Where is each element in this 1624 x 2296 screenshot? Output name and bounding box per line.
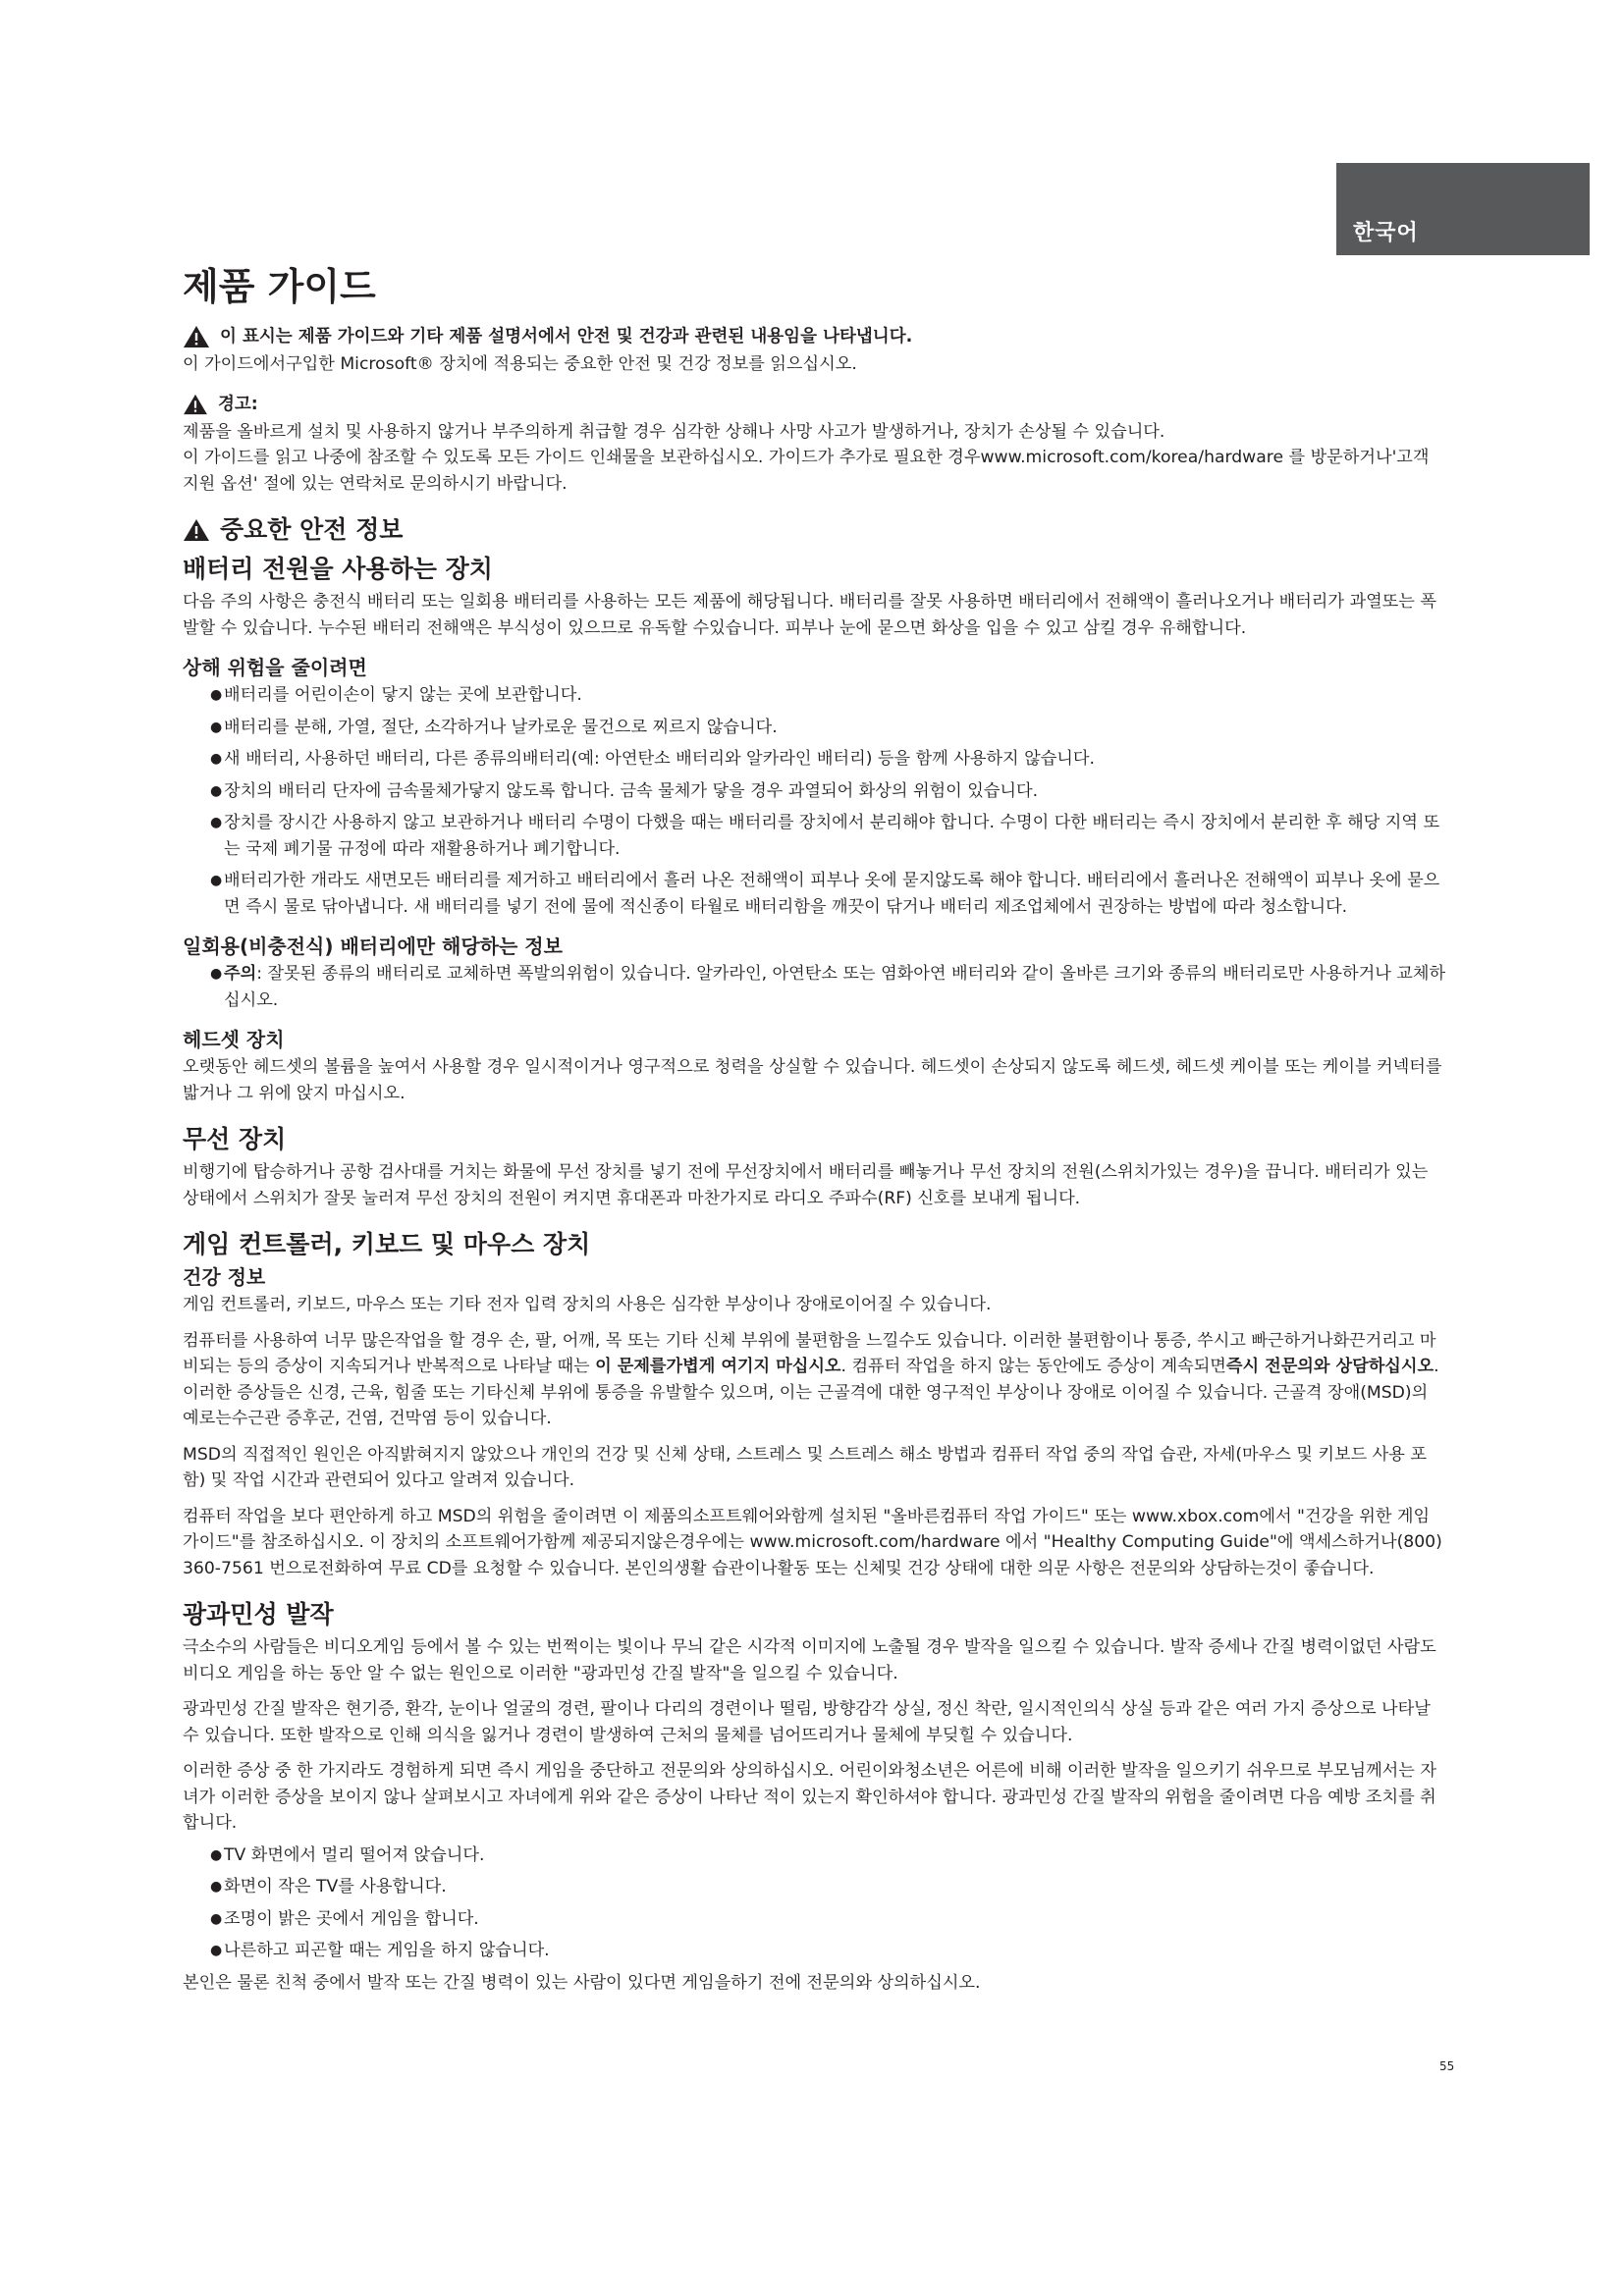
- list-item: ● 새 배터리, 사용하던 배터리, 다른 종류의배터리(예: 아연탄소 배터리와 알카라인 배터리) 등을 함께 사용하지 않습니다.: [183, 746, 1449, 773]
- warning-label: 경고:: [218, 394, 258, 414]
- bullet-icon: ●: [210, 1879, 223, 1895]
- seizure-heading: 광과민성 발작: [183, 1600, 334, 1629]
- seizure-paragraph-2: 광과민성 간질 발작은 현기증, 환각, 눈이나 얼굴의 경련, 팔이나 다리의 경련이나 떨림, 방향감각 상실, 정신 착란, 일시적인의식 상실 등과 같은 여러 가지 증상으로 나타날 수 있습니다. 또한 발작으로 인해 의식을 잃거나 경련이 발생하여 근처의 물체를 넘어뜨리거나 물체에 부딪힐 수 있습니다.: [183, 1699, 1431, 1745]
- page-title: 제품 가이드: [183, 265, 376, 308]
- page-number: 55: [1439, 2059, 1455, 2073]
- warning-paragraph-2: 이 가이드를 읽고 나중에 참조할 수 있도록 모든 가이드 인쇄물을 보관하십시오. 가이드가 추가로 필요한 경우www.microsoft.com/korea/hardware 를 방문하거나'고객 지원 옵션' 절에 있는 연락처로 문의하시기 바랍니다.: [183, 448, 1430, 494]
- page-content: [183, 263, 1449, 2002]
- wireless-heading: 무선 장치: [183, 1125, 287, 1153]
- game-devices-heading: 게임 컨트롤러, 키보드 및 마우스 장치: [183, 1230, 591, 1258]
- important-safety-heading: 중요한 안전 정보: [220, 515, 404, 544]
- bullet-icon: ●: [210, 1846, 223, 1863]
- health-paragraph-3: MSD의 직접적인 원인은 아직밝혀지지 않았으나 개인의 건강 및 신체 상태, 스트레스 및 스트레스 해소 방법과 컴퓨터 작업 중의 작업 습관, 자세(마우스 및 키보드 사용 포함) 및 작업 시간과 관련되어 있다고 알려져 있습니다.: [183, 1444, 1427, 1490]
- warning-paragraph-1: 제품을 올바르게 설치 및 사용하지 않거나 부주의하게 취급할 경우 심각한 상해나 사망 사고가 발생하거나, 장치가 손상될 수 있습니다.: [183, 421, 1165, 442]
- list-item: ● 배터리를 어린이손이 닿지 않는 곳에 보관합니다.: [183, 682, 1449, 709]
- bullet-icon: ●: [210, 687, 223, 703]
- list-item: ● 조명이 밝은 곳에서 게임을 합니다.: [183, 1906, 1449, 1933]
- bullet-icon: ●: [210, 815, 223, 830]
- bullet-icon: ●: [210, 751, 223, 767]
- bullet-icon: ●: [210, 966, 223, 982]
- warning-triangle-icon: [183, 518, 210, 542]
- headset-heading: 헤드셋 장치: [183, 1028, 285, 1051]
- list-item: ● 장치를 장시간 사용하지 않고 보관하거나 배터리 수명이 다했을 때는 배터리를 장치에서 분리해야 합니다. 수명이 다한 배터리는 즉시 장치에서 분리한 후 해당 지역 또는 국제 폐기물 규정에 따라 재활용하거나 폐기합니다.: [183, 810, 1449, 862]
- caution-text: : 잘못된 종류의 배터리로 교체하면 폭발의위험이 있습니다. 알카라인, 아연탄소 또는 염화아연 배터리와 같이 올바른 크기와 종류의 배터리로만 사용하거나 교체하십시오.: [224, 964, 1446, 1010]
- wireless-paragraph: 비행기에 탑승하거나 공항 검사대를 거치는 화물에 무선 장치를 넣기 전에 무선장치에서 배터리를 빼놓거나 무선 장치의 전원(스위치가있는 경우)을 끕니다. 배터리가 있는 상태에서 스위치가 잘못 눌러져 무선 장치의 전원이 켜지면 휴대폰과 마찬가지로 라디오 주파수(RF) 신호를 보내게 됩니다.: [183, 1162, 1429, 1208]
- bullet-icon: ●: [210, 873, 223, 888]
- seizure-paragraph-4: 본인은 물론 친척 중에서 발작 또는 간질 병력이 있는 사람이 있다면 게임을하기 전에 전문의와 상의하십시오.: [183, 1972, 981, 1993]
- health-paragraph-1: 게임 컨트롤러, 키보드, 마우스 또는 기타 전자 입력 장치의 사용은 심각한 부상이나 장애로이어질 수 있습니다.: [183, 1295, 992, 1314]
- seizure-paragraph-3: 이러한 증상 중 한 가지라도 경험하게 되면 즉시 게임을 중단하고 전문의와 상의하십시오. 어린이와청소년은 어른에 비해 이러한 발작을 일으키기 쉬우므로 부모님께서는 자녀가 이러한 증상을 보이지 않나 살펴보시고 자녀에게 위와 같은 증상이 나타난 적이 있는지 확인하셔야 합니다. 광과민성 간질 발작의 위험을 줄이려면 다음 예방 조치를 취합니다.: [183, 1761, 1436, 1833]
- bullet-icon: ●: [210, 1910, 223, 1927]
- warning-triangle-icon: [183, 394, 208, 415]
- warning-label-row: [183, 392, 1449, 417]
- risk-list: [183, 682, 1449, 920]
- list-item: ● TV 화면에서 멀리 떨어져 앉습니다.: [183, 1842, 1449, 1869]
- intro-read-text: 이 가이드에서구입한 Microsoft® 장치에 적용되는 중요한 안전 및 건강 정보를 읽으십시오.: [183, 354, 857, 374]
- list-item: [183, 961, 1449, 1013]
- bullet-icon: ●: [210, 1943, 223, 1958]
- list-item: ● 화면이 작은 TV를 사용합니다.: [183, 1874, 1449, 1900]
- bullet-icon: ●: [210, 782, 223, 799]
- health-info-heading: 건강 정보: [183, 1265, 266, 1289]
- health-paragraph-4: 컴퓨터 작업을 보다 편안하게 하고 MSD의 위험을 줄이려면 이 제품의소프트웨어와함께 설치된 "올바른컴퓨터 작업 가이드" 또는 www.xbox.com에서 "건강을 위한 게임 가이드"를 참조하십시오. 이 장치의 소프트웨어가함께 제공되지않은경우에는 www.microsoft.com/hardware 에서 "Healthy Computing Guide"에 액세스하거나(800) 360-7561 번으로전화하여 무료 CD를 요청할 수 있습니다. 본인의생활 습관이나활동 또는 신체및 건강 상태에 대한 의문 사항은 전문의와 상담하는것이 좋습니다.: [183, 1506, 1442, 1578]
- important-safety-heading-row: [183, 514, 1449, 546]
- disposable-list: [183, 961, 1449, 1013]
- disposable-battery-heading: 일회용(비충전식) 배터리에만 해당하는 정보: [183, 934, 563, 958]
- language-tab: 한국어: [1336, 163, 1590, 255]
- bullet-icon: ●: [210, 719, 223, 735]
- safety-notice-text: 이 표시는 제품 가이드와 기타 제품 설명서에서 안전 및 건강과 관련된 내용임을 나타냅니다.: [220, 327, 913, 347]
- caution-label: 주의: [224, 964, 257, 984]
- safety-notice: [183, 324, 1449, 349]
- seizure-list: [183, 1842, 1449, 1964]
- list-item: ● 배터리가한 개라도 새면모든 배터리를 제거하고 배터리에서 흘러 나온 전해액이 피부나 옷에 묻지않도록 해야 합니다. 배터리에서 흘러나온 전해액이 피부나 옷에 묻으면 즉시 물로 닦아냅니다. 새 배터리를 넣기 전에 물에 적신종이 타월로 배터리함을 깨끗이 닦거나 배터리 제조업체에서 권장하는 방법에 따라 청소합니다.: [183, 868, 1449, 920]
- battery-heading: 배터리 전원을 사용하는 장치: [183, 555, 493, 583]
- health-paragraph-2: 컴퓨터를 사용하여 너무 많은작업을 할 경우 손, 팔, 어깨, 목 또는 기타 신체 부위에 불편함을 느낄수도 있습니다. 이러한 불편함이나 통증, 쑤시고 빠근하거나화끈거리고 마비되는 등의 증상이 지속되거나 반복적으로 나타날 때는 이 문제를가볍게 여기지 마십시오. 컴퓨터 작업을 하지 않는 동안에도 증상이 계속되면즉시 전문의와 상담하십시오. 이러한 증상들은 신경, 근육, 힘줄 또는 기타신체 부위에 통증을 유발할수 있으며, 이는 근골격에 대한 영구적인 부상이나 장애로 이어질 수 있습니다. 근골격 장애(MSD)의 예로는수근관 증후군, 건염, 건막염 등이 있습니다.: [183, 1330, 1439, 1428]
- headset-paragraph: 오랫동안 헤드셋의 볼륨을 높여서 사용할 경우 일시적이거나 영구적으로 청력을 상실할 수 있습니다. 헤드셋이 손상되지 않도록 헤드셋, 헤드셋 케이블 또는 케이블 커넥터를 밟거나 그 위에 앉지 마십시오.: [183, 1057, 1442, 1103]
- risk-heading: 상해 위험을 줄이려면: [183, 656, 367, 679]
- list-item: ● 나른하고 피곤할 때는 게임을 하지 않습니다.: [183, 1938, 1449, 1964]
- list-item: ● 장치의 배터리 단자에 금속물체가닿지 않도록 합니다. 금속 물체가 닿을 경우 과열되어 화상의 위험이 있습니다.: [183, 778, 1449, 805]
- seizure-paragraph-1: 극소수의 사람들은 비디오게임 등에서 볼 수 있는 번쩍이는 빛이나 무늬 같은 시각적 이미지에 노출될 경우 발작을 일으킬 수 있습니다. 발작 증세나 간질 병력이없던 사람도 비디오 게임을 하는 동안 알 수 없는 원인으로 이러한 "광과민성 간질 발작"을 일으킬 수 있습니다.: [183, 1637, 1436, 1683]
- list-item: ● 배터리를 분해, 가열, 절단, 소각하거나 날카로운 물건으로 찌르지 않습니다.: [183, 715, 1449, 741]
- battery-paragraph: 다음 주의 사항은 충전식 배터리 또는 일회용 배터리를 사용하는 모든 제품에 해당됩니다. 배터리를 잘못 사용하면 배터리에서 전해액이 흘러나오거나 배터리가 과열또는 폭발할 수 있습니다. 누수된 배터리 전해액은 부식성이 있으므로 유독할 수있습니다. 피부나 눈에 묻으면 화상을 입을 수 있고 삼킬 경우 유해합니다.: [183, 592, 1436, 638]
- warning-triangle-icon: [183, 325, 210, 348]
